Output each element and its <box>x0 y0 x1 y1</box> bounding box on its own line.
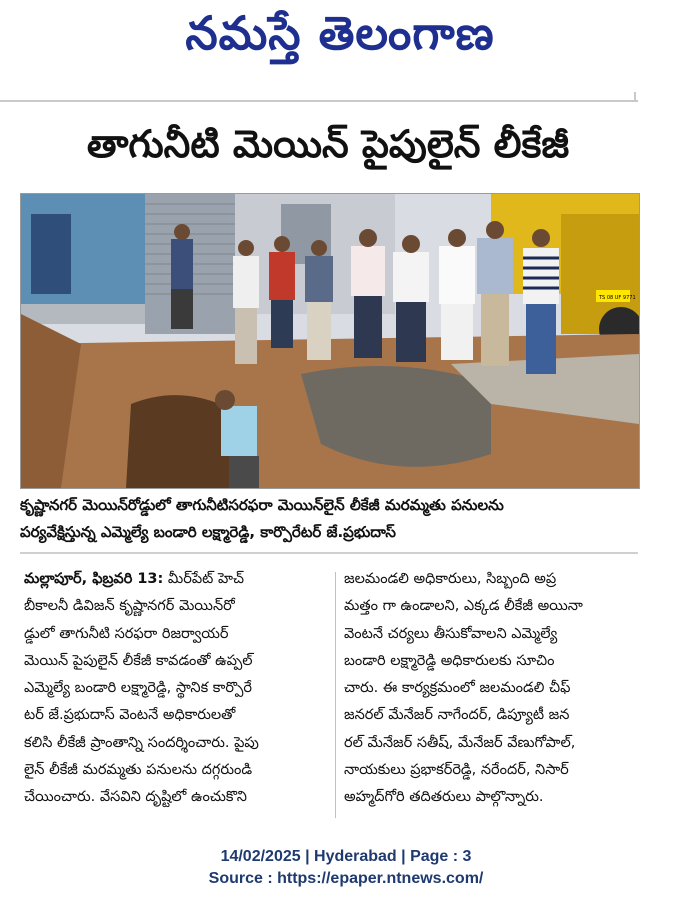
article-line: రల్ మేనేజర్ సతీష్, మేనేజర్ వేణుగోపాల్, <box>344 734 576 751</box>
article-line: నాయకులు ప్రభాకర్‌రెడ్డి, నరేందర్, నిసార్ <box>344 762 569 779</box>
article-line: చేయించారు. వేసవిని దృష్టిలో ఉంచుకొని <box>24 789 247 806</box>
article-line: బీకాలనీ డివిజన్ కృష్ణానగర్ మెయిన్‌రో <box>24 598 235 615</box>
article-line: లైన్ లీకేజీ మరమ్మతు పనులను దగ్గరుండి <box>24 762 253 779</box>
masthead-title: నమస్తే తెలంగాణ <box>185 6 495 60</box>
article-column-left <box>24 566 328 812</box>
masthead-divider-end <box>634 92 636 102</box>
photo-caption <box>20 492 638 548</box>
article-line: అహ్మద్‌గోరి తదితరులు పాల్గొన్నారు. <box>344 789 544 806</box>
footer-edition-info: 14/02/2025 | Hyderabad | Page : 3 <box>220 848 472 865</box>
article-line: జలమండలి అధికారులు, సిబ్బంది అప్ర <box>344 571 557 587</box>
article-line: చారు. ఈ కార్యక్రమంలో జలమండలి చీఫ్ <box>344 680 571 697</box>
masthead <box>60 4 620 74</box>
article-line: కలిసి లీకేజీ ప్రాంతాన్ని సందర్శించారు. పైపు <box>24 734 259 751</box>
column-divider <box>335 572 336 818</box>
article-line: మత్తం గా ఉండాలని, ఎక్కడ లీకేజీ అయినా <box>344 598 583 615</box>
article-line: జనరల్ మేనేజర్ నాగేందర్, డిప్యూటీ జన <box>344 707 570 724</box>
article-line: వెంటనే చర్యలు తీసుకోవాలని ఎమ్మెల్యే <box>344 625 558 642</box>
masthead-divider <box>0 100 638 102</box>
footer-source: Source : https://epaper.ntnews.com/ <box>208 870 484 887</box>
article-line <box>24 566 328 593</box>
article-line: ఎమ్మెల్యే బండారి లక్ష్మారెడ్డి, స్థానిక కార్పొరే <box>24 680 252 697</box>
article-dateline: మల్లాపూర్, ఫిబ్రవరి 13: <box>24 571 164 587</box>
article-line: మెయిన్ పైపులైన్ లీకేజీ కావడంతో ఉప్పల్ <box>24 652 253 669</box>
article-line: బండారి లక్ష్మారెడ్డి అధికారులకు సూచిం <box>344 652 555 669</box>
news-photo-illustration <box>21 194 639 488</box>
caption-line: కృష్ణానగర్ మెయిన్‌రోడ్డులో తాగునీటిసరఫరా మెయిన్‌లైన్ లీకేజీ మరమ్మతు పనులను <box>20 496 504 514</box>
article-column-right <box>344 566 644 812</box>
truck-plate: TS 08 UF 9771 <box>599 295 636 301</box>
news-photo <box>20 193 640 489</box>
caption-line: పర్యవేక్షిస్తున్న ఎమ్మెల్యే బండారి లక్ష్మారెడ్డి, కార్పొరేటర్ జే.ప్రభుదాస్ <box>20 523 396 541</box>
article-line: టర్ జే.ప్రభుదాస్ వెంటనే అధికారులతో <box>24 707 236 724</box>
article-line-text: మీర్‌పేట్ హెచ్ <box>163 571 244 587</box>
article-line: డ్డులో తాగునీటి సరఫరా రిజర్వాయర్ <box>24 625 229 642</box>
page-footer <box>0 846 692 890</box>
caption-divider <box>20 552 638 554</box>
article-headline: తాగునీటి మెయిన్ పైపులైన్ లీకేజీ <box>86 122 570 166</box>
